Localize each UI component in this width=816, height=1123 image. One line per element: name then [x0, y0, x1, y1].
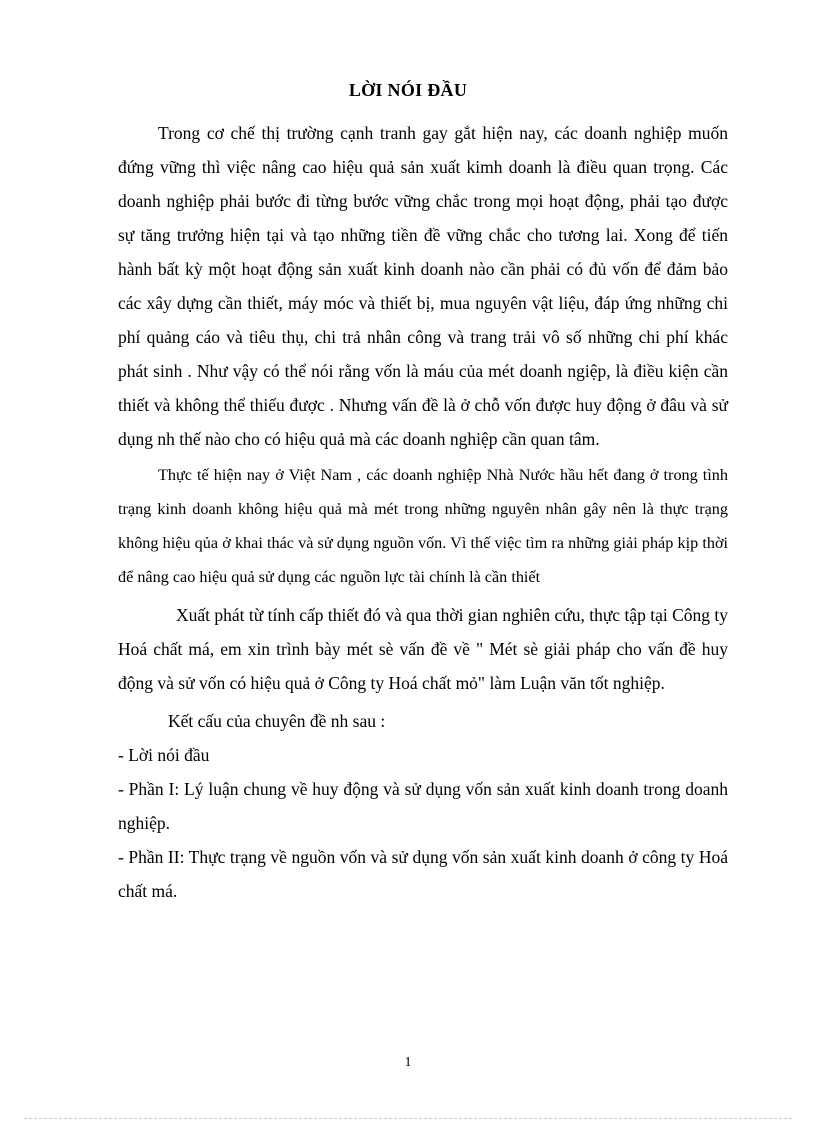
page-number: 1 [404, 1055, 412, 1070]
paragraph-vietnam-context: Thực tế hiện nay ở Việt Nam , các doanh nghiệp Nhà Nước hầu hết đang ở trong tình trạng kinh doanh không hiệu quả mà mét trong những nguyên nhân gây nên là thực trạng không hiệu qủa ở khai thác và sử dụng nguồn vốn. Vì thế việc tìm ra những giải pháp kịp thời để nâng cao hiệu quả sử dụng các nguồn lực tài chính là cần thiết [118, 466, 728, 586]
structure-intro: Kết cấu của chuyên đề nh sau : [168, 711, 386, 731]
structure-item-part-2: - Phần II: Thực trạng về nguồn vốn và sử dụng vốn sản xuất kinh doanh ở công ty Hoá chất má. [118, 847, 728, 901]
structure-item-preface: - Lời nói đầu [118, 745, 210, 765]
paragraph-intro: Trong cơ chế thị trường cạnh tranh gay gắt hiện nay, các doanh nghiệp muốn đứng vững thì việc nâng cao hiệu quả sản xuất kimh doanh là điều quan trọng. Các doanh nghiệp phải bước đi từng bước vững chắc trong mọi hoạt động, phải tạo được sự tăng trưởng hiện tại và tạo những tiền đề vững chắc cho tương lai. Xong để tiến hành bất kỳ một hoạt động sản xuất kinh doanh nào cần phải có đủ vốn để đảm bảo các xây dựng cần thiết, máy móc và thiết bị, mua nguyên vật liệu, đáp ứng những chi phí quảng cáo và tiêu thụ, chi trả nhân công và trang trải vô số những chi phí khác phát sinh . Như vậy có thể nói rằng vốn là máu của mét doanh ngiệp, là điều kiện cần thiết và không thể thiếu được . Nhưng vấn đề là ở chỗ vốn được huy động ở đâu và sử dụng nh thế nào cho có hiệu quả mà các doanh nghiệp cần quan tâm. [118, 123, 728, 449]
structure-item-part-1: - Phần I: Lý luận chung về huy động và sử dụng vốn sản xuất kinh doanh trong doanh nghiệp. [118, 779, 728, 833]
paragraph-thesis-purpose: Xuất phát từ tính cấp thiết đó và qua thời gian nghiên cứu, thực tập tại Công ty Hoá chất má, em xin trình bày mét sè vấn đề về " Mét sè giải pháp cho vấn đề huy động và sử vốn có hiệu quả ở Công ty Hoá chất mỏ" làm Luận văn tốt nghiệp. [118, 605, 728, 693]
document-body [118, 116, 728, 908]
page-title: LỜI NÓI ĐẦU [348, 80, 468, 100]
page-bottom-divider [24, 1118, 792, 1119]
